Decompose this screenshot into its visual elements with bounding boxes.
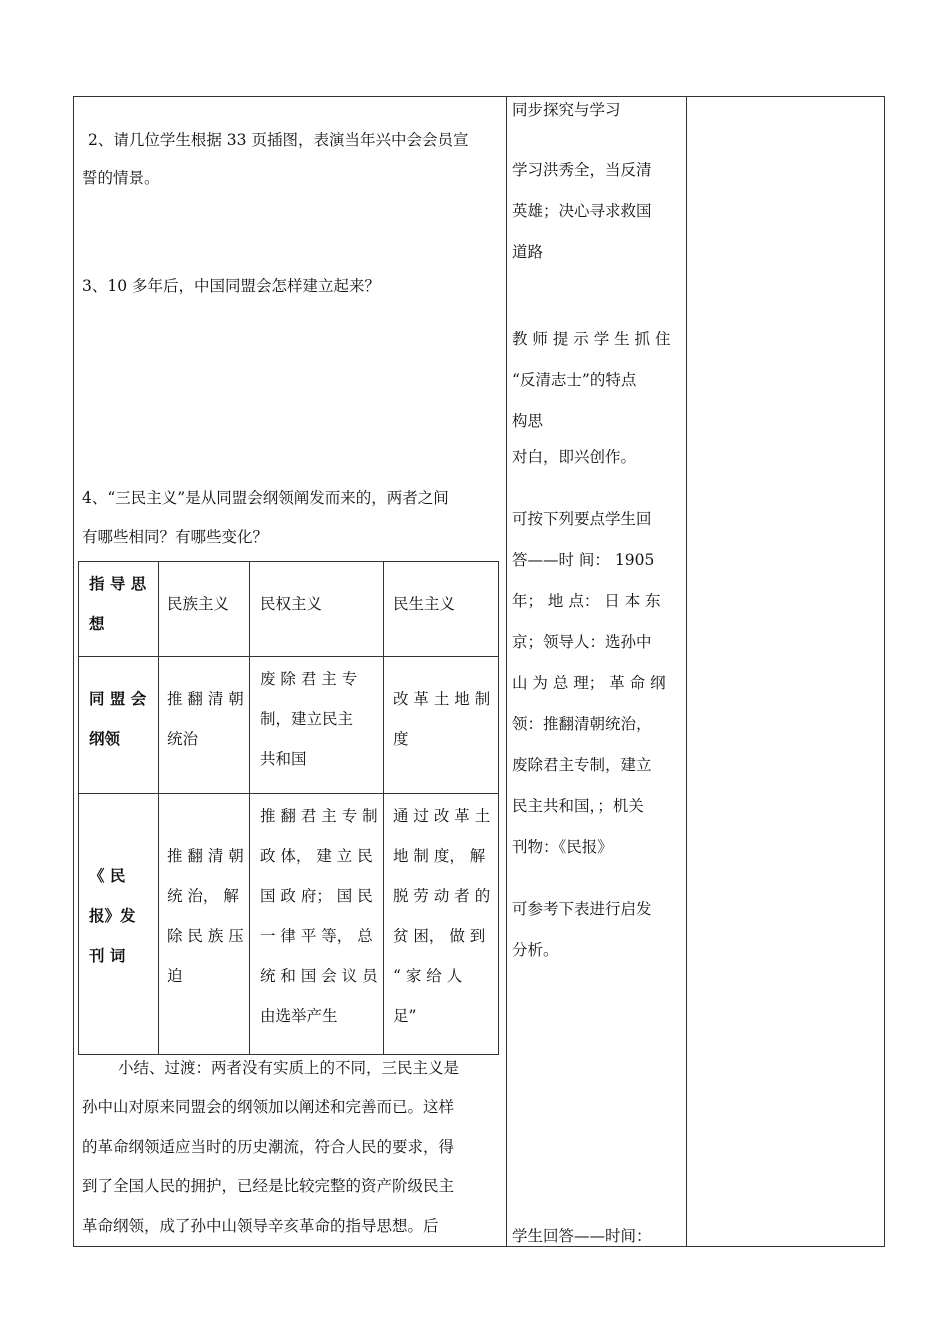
middle-block3-line: 可按下列要点学生回	[512, 510, 652, 528]
summary-line-4: 到了全国人民的拥护，已经是比较完整的资产阶级民主	[82, 1177, 455, 1195]
cell-r2-c2-line: 国 政 府； 国 民	[260, 887, 373, 905]
table-col-divider	[249, 562, 250, 1054]
middle-block3-line: 民主共和国，；机关	[512, 797, 644, 815]
table-header-guiding-line-2: 想	[89, 614, 105, 633]
table-header-nationalism: 民族主义	[167, 595, 230, 613]
cell-r2-c1-line: 除 民 族 压	[167, 927, 244, 945]
middle-block3-line: 领：推翻清朝统治，	[512, 715, 652, 733]
middle-block3-line: 山 为 总 理； 革 命 纲	[512, 674, 666, 692]
cell-r1-c2-line: 制，建立民主	[260, 710, 354, 728]
column-divider-2	[686, 97, 687, 1246]
middle-block1-line: 英雄；决心寻求救国	[512, 202, 652, 220]
middle-block1-line: 学习洪秀全，当反清	[512, 161, 652, 179]
middle-block3-line: 刊物：《民报》	[512, 838, 613, 856]
row-label-minbao-line-1: 《 民	[89, 866, 126, 885]
column-divider-1	[506, 97, 507, 1246]
middle-block2-line: 对白，即兴创作。	[512, 448, 637, 466]
middle-block3-line: 答——时 间： 1905	[512, 551, 655, 569]
question-4-line-1: 4、“三民主义”是从同盟会纲领阐发而来的，两者之间	[82, 489, 449, 507]
cell-r2-c3-line: 地 制 度， 解	[393, 847, 486, 865]
middle-block1-line: 道路	[512, 243, 544, 261]
question-2-line-1: 2、请几位学生根据 33 页插图，表演当年兴中会会员宣	[88, 131, 469, 149]
row-label-minbao-line-3: 刊 词	[89, 946, 126, 965]
middle-block3-line: 年； 地 点： 日 本 东	[512, 592, 661, 610]
summary-line-3: 的革命纲领适应当时的历史潮流，符合人民的要求，得	[82, 1138, 455, 1156]
question-4-line-2: 有哪些相同？有哪些变化？	[82, 528, 269, 546]
cell-r2-c1-line: 推 翻 清 朝	[167, 847, 244, 865]
cell-r2-c1-line: 统 治， 解	[167, 887, 239, 905]
comparison-table	[78, 561, 499, 1055]
cell-r1-c1-line: 统治	[167, 730, 199, 748]
cell-r2-c3-line: 通 过 改 革 土	[393, 807, 491, 825]
cell-r1-c3-line: 改 革 土 地 制	[393, 690, 491, 708]
table-row-divider	[79, 656, 498, 657]
table-row-divider	[79, 793, 498, 794]
lesson-plan-table	[73, 96, 885, 1247]
cell-r2-c2-line: 统 和 国 会 议 员	[260, 967, 378, 985]
middle-block2-line: “反清志士”的特点	[512, 371, 637, 389]
middle-block3-line: 废除君主专制，建立	[512, 756, 652, 774]
middle-block4-line: 可参考下表进行启发	[512, 900, 652, 918]
table-header-guiding-line-1: 指 导 思	[89, 574, 147, 593]
table-header-democracy: 民权主义	[260, 595, 323, 613]
cell-r2-c3-line: 贫 困， 做 到	[393, 927, 486, 945]
middle-block2-line: 构思	[512, 412, 544, 430]
question-3: 3、10 多年后，中国同盟会怎样建立起来？	[82, 277, 381, 295]
table-col-divider	[158, 562, 159, 1054]
row-label-minbao-line-2: 报》发	[89, 906, 136, 925]
cell-r2-c3-line: 脱 劳 动 者 的	[393, 887, 491, 905]
cell-r1-c2-line: 废 除 君 主 专	[260, 670, 358, 688]
row-label-tongmenghui-line-2: 纲领	[89, 729, 121, 748]
cell-r1-c3-line: 度	[393, 730, 409, 748]
cell-r2-c1-line: 迫	[167, 967, 183, 985]
summary-line-5: 革命纲领，成了孙中山领导辛亥革命的指导思想。后	[82, 1217, 439, 1235]
middle-block3-line: 京；领导人：选孙中	[512, 633, 652, 651]
cell-r2-c2-line: 推 翻 君 主 专 制	[260, 807, 378, 825]
row-label-tongmenghui-line-1: 同 盟 会	[89, 689, 147, 708]
table-header-livelihood: 民生主义	[393, 595, 456, 613]
table-col-divider	[383, 562, 384, 1054]
middle-heading: 同步探究与学习	[512, 101, 621, 119]
summary-line-1: 小结、过渡：两者没有实质上的不同，三民主义是	[118, 1059, 460, 1077]
cell-r2-c2-line: 一 律 平 等， 总	[260, 927, 373, 945]
cell-r2-c2-line: 由选举产生	[260, 1007, 338, 1025]
cell-r2-c2-line: 政 体， 建 立 民	[260, 847, 373, 865]
middle-bottom-line: 学生回答——时间：	[512, 1227, 652, 1245]
cell-r2-c3-line: “ 家 给 人	[393, 967, 463, 985]
cell-r2-c3-line: 足”	[393, 1007, 417, 1025]
middle-block4-line: 分析。	[512, 941, 559, 959]
cell-r1-c2-line: 共和国	[260, 750, 307, 768]
summary-line-2: 孙中山对原来同盟会的纲领加以阐述和完善而已。这样	[82, 1098, 455, 1116]
middle-block2-line: 教 师 提 示 学 生 抓 住	[512, 330, 671, 348]
cell-r1-c1-line: 推 翻 清 朝	[167, 690, 244, 708]
question-2-line-2: 誓的情景。	[82, 169, 160, 187]
